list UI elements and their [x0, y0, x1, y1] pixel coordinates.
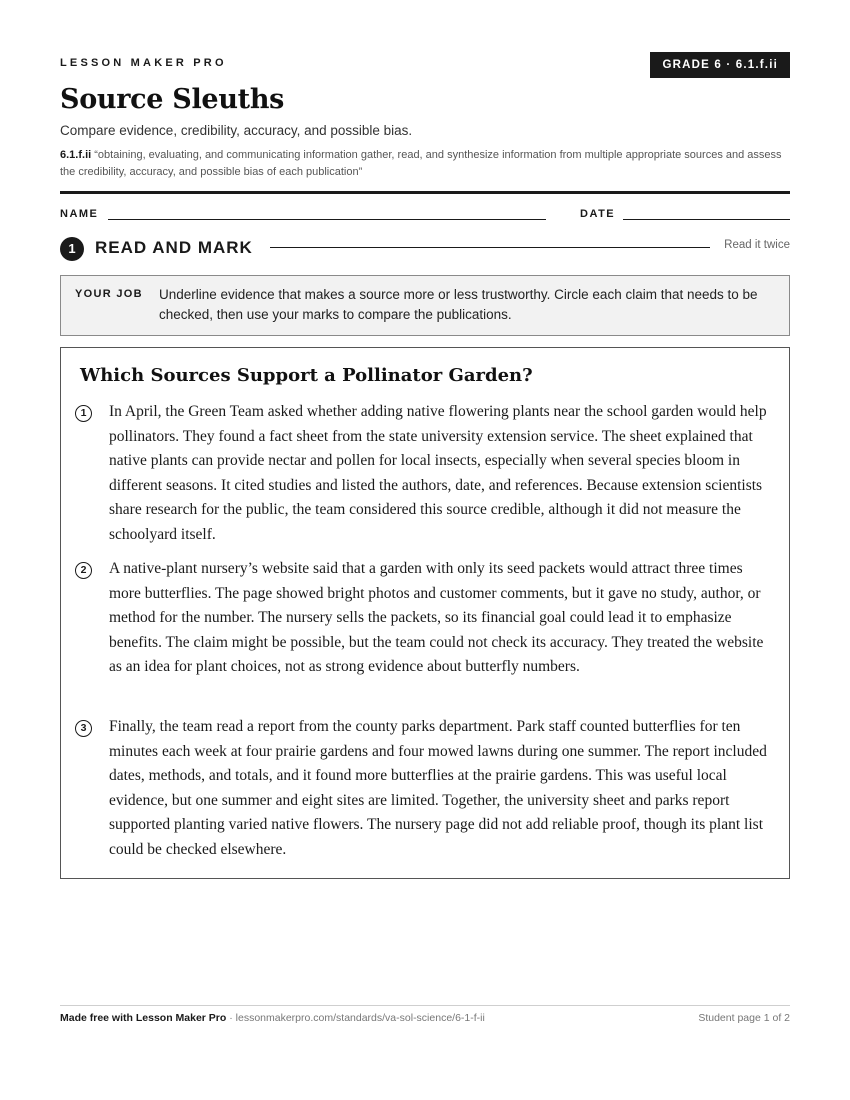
- footer-credit: [60, 1012, 485, 1024]
- footer-brand: Made free with Lesson Maker Pro: [60, 1012, 227, 1024]
- passage-title: Which Sources Support a Pollinator Garden?: [80, 365, 533, 386]
- reading-passage: [60, 347, 790, 879]
- standard-statement: [60, 147, 790, 181]
- brand-name: LESSON MAKER PRO: [60, 57, 227, 69]
- section-divider: [270, 247, 710, 248]
- date-label: DATE: [580, 208, 616, 220]
- section-number-badge: 1: [60, 237, 84, 261]
- paragraph-text: In April, the Green Team asked whether adding native flowering plants near the school garden would help pollinators. They found a fact sheet from the state university extension service. The sheet explained that native plants can provide nectar and pollen for local insects, especially when several species bloom in different seasons. It cited studies and listed the authors, date, and references. Because extension scientists share research for the public, the team considered this source credible, although it did not measure the schoolyard itself.: [109, 403, 767, 543]
- date-field[interactable]: [623, 219, 790, 220]
- paragraph-number-icon: 2: [75, 562, 92, 579]
- your-job-label: YOUR JOB: [75, 288, 143, 300]
- standard-text: “obtaining, evaluating, and communicating information gather, read, and synthesize information from multiple appropriate sources and assess the credibility, accuracy, and possible bias of each publication”: [60, 149, 782, 178]
- paragraph-text: A native-plant nursery’s website said that a garden with only its seed packets would attract three times more butterflies. The page showed bright photos and customer comments, but it gave no study, author, or method for the number. The nursery sells the packets, so its financial goal could lead it to emphasize benefits. The claim might be possible, but the team could not check its accuracy. They treated the website as an idea for plant choices, not as strong evidence about butterfly numbers.: [109, 560, 764, 675]
- your-job-box: [60, 275, 790, 336]
- section-note: Read it twice: [724, 239, 790, 251]
- standard-code: 6.1.f.ii: [60, 149, 92, 161]
- section-title: READ AND MARK: [95, 238, 253, 257]
- worksheet-page: [60, 0, 790, 1100]
- footer-separator: ·: [226, 1012, 236, 1024]
- your-job-instructions: Underline evidence that makes a source more or less trustworthy. Circle each claim that needs to be checked, then use your marks to compare the publications.: [159, 287, 758, 322]
- footer-url[interactable]: lessonmakerpro.com/standards/va-sol-science/6-1-f-ii: [235, 1012, 485, 1024]
- paragraph-number-icon: 3: [75, 720, 92, 737]
- footer-divider: [60, 1005, 790, 1006]
- paragraph-number-icon: 1: [75, 405, 92, 422]
- page-title: Source Sleuths: [60, 84, 285, 115]
- name-label: NAME: [60, 208, 99, 220]
- grade-badge: GRADE 6 · 6.1.f.ii: [650, 52, 790, 78]
- paragraph-text: Finally, the team read a report from the county parks department. Park staff counted butterflies for ten minutes each week at four prairie gardens and four mowed lawns during one summer. The report included dates, methods, and totals, and it found more butterflies at the prairie gardens. This was useful local evidence, but one summer and eight sites are limited. Together, the university sheet and parks report supported planting varied native flowers. The nursery page did not add reliable proof, though its plant list could be checked elsewhere.: [109, 718, 767, 858]
- page-subtitle: Compare evidence, credibility, accuracy, and possible bias.: [60, 123, 413, 138]
- page-indicator: Student page 1 of 2: [698, 1012, 790, 1024]
- header-divider: [60, 191, 790, 194]
- name-field[interactable]: [108, 219, 546, 220]
